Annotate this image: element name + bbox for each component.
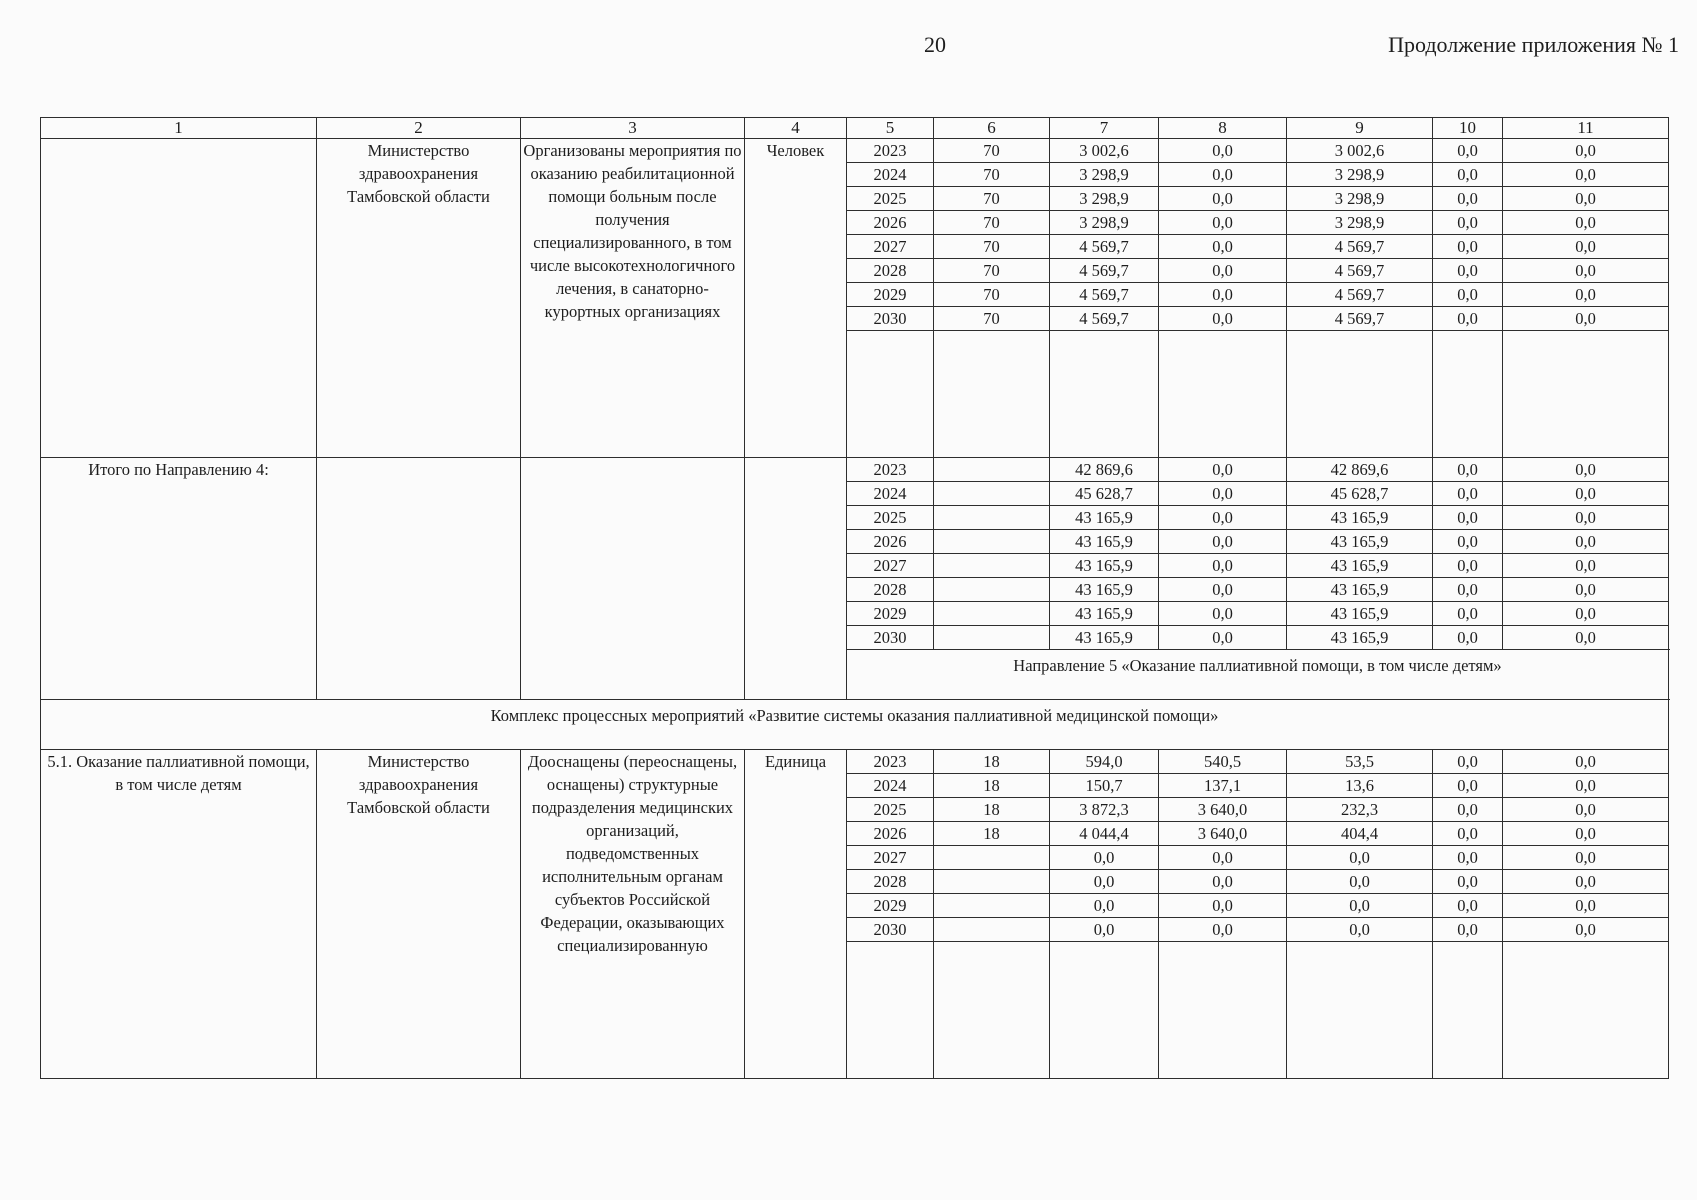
value-col10: 0,0 <box>1433 894 1503 918</box>
year-cell: 2024 <box>847 482 934 506</box>
value-col8: 0,0 <box>1159 506 1287 530</box>
value-col11: 0,0 <box>1503 482 1669 506</box>
value-col8: 0,0 <box>1159 139 1287 163</box>
value-col10: 0,0 <box>1433 750 1503 774</box>
column-number-10: 10 <box>1433 118 1503 139</box>
value-col11: 0,0 <box>1503 211 1669 235</box>
value-col6: 18 <box>934 774 1050 798</box>
year-cell: 2030 <box>847 626 934 650</box>
value-col9: 43 165,9 <box>1287 530 1433 554</box>
value-col8: 0,0 <box>1159 482 1287 506</box>
column-number-row <box>41 118 1669 139</box>
value-col6 <box>934 506 1050 530</box>
value-col11: 0,0 <box>1503 798 1669 822</box>
year-cell: 2024 <box>847 774 934 798</box>
value-col8: 0,0 <box>1159 870 1287 894</box>
year-cell: 2027 <box>847 846 934 870</box>
value-col11: 0,0 <box>1503 554 1669 578</box>
value-col10: 0,0 <box>1433 870 1503 894</box>
complex-title: Комплекс процессных мероприятий «Развитие системы оказания паллиативной медицинской помощи» <box>41 700 1669 750</box>
value-col10: 0,0 <box>1433 918 1503 942</box>
block51-unit: Единица <box>745 750 847 1079</box>
value-col6: 70 <box>934 163 1050 187</box>
value-col9: 0,0 <box>1287 846 1433 870</box>
value-col11: 0,0 <box>1503 458 1669 482</box>
value-col8: 540,5 <box>1159 750 1287 774</box>
block51-responsible: Министерство здравоохранения Тамбовской области <box>317 750 521 1079</box>
column-number-7: 7 <box>1050 118 1159 139</box>
value-col7: 0,0 <box>1050 918 1159 942</box>
table-row <box>41 750 1669 774</box>
value-col9: 4 569,7 <box>1287 259 1433 283</box>
value-col8: 3 640,0 <box>1159 822 1287 846</box>
value-col11: 0,0 <box>1503 259 1669 283</box>
value-col11: 0,0 <box>1503 870 1669 894</box>
year-cell: 2028 <box>847 870 934 894</box>
continuation-label: Продолжение приложения № 1 <box>1388 32 1679 57</box>
value-col10: 0,0 <box>1433 602 1503 626</box>
value-col6 <box>934 918 1050 942</box>
total4-col4 <box>745 458 847 700</box>
value-col8: 3 640,0 <box>1159 798 1287 822</box>
value-col6 <box>934 578 1050 602</box>
empty-cell <box>1503 331 1669 458</box>
value-col9: 43 165,9 <box>1287 602 1433 626</box>
column-number-4: 4 <box>745 118 847 139</box>
table-row <box>41 458 1669 482</box>
empty-cell <box>847 942 934 1079</box>
value-col7: 3 872,3 <box>1050 798 1159 822</box>
value-col11: 0,0 <box>1503 894 1669 918</box>
value-col9: 404,4 <box>1287 822 1433 846</box>
value-col6 <box>934 894 1050 918</box>
value-col7: 4 569,7 <box>1050 283 1159 307</box>
value-col11: 0,0 <box>1503 307 1669 331</box>
value-col8: 0,0 <box>1159 918 1287 942</box>
total4-col3 <box>521 458 745 700</box>
value-col11: 0,0 <box>1503 506 1669 530</box>
table-row <box>41 139 1669 163</box>
value-col9: 3 298,9 <box>1287 187 1433 211</box>
block1-col1 <box>41 139 317 458</box>
total-direction-4-label: Итого по Направлению 4: <box>41 458 317 700</box>
column-number-11: 11 <box>1503 118 1669 139</box>
value-col10: 0,0 <box>1433 211 1503 235</box>
value-col6 <box>934 870 1050 894</box>
empty-cell <box>1050 942 1159 1079</box>
value-col8: 0,0 <box>1159 235 1287 259</box>
value-col6 <box>934 554 1050 578</box>
year-cell: 2023 <box>847 750 934 774</box>
value-col7: 3 298,9 <box>1050 187 1159 211</box>
value-col10: 0,0 <box>1433 163 1503 187</box>
value-col9: 53,5 <box>1287 750 1433 774</box>
page-number: 20 <box>924 32 946 57</box>
value-col10: 0,0 <box>1433 235 1503 259</box>
value-col7: 43 165,9 <box>1050 554 1159 578</box>
value-col7: 43 165,9 <box>1050 506 1159 530</box>
value-col10: 0,0 <box>1433 187 1503 211</box>
value-col7: 4 569,7 <box>1050 307 1159 331</box>
value-col10: 0,0 <box>1433 139 1503 163</box>
direction-5-title: Направление 5 «Оказание паллиативной помощи, в том числе детям» <box>847 650 1669 700</box>
complex-row <box>41 700 1669 750</box>
value-col7: 42 869,6 <box>1050 458 1159 482</box>
value-col10: 0,0 <box>1433 846 1503 870</box>
column-number-6: 6 <box>934 118 1050 139</box>
value-col7: 43 165,9 <box>1050 530 1159 554</box>
value-col9: 3 298,9 <box>1287 211 1433 235</box>
value-col7: 594,0 <box>1050 750 1159 774</box>
value-col9: 45 628,7 <box>1287 482 1433 506</box>
value-col10: 0,0 <box>1433 626 1503 650</box>
value-col9: 4 569,7 <box>1287 307 1433 331</box>
year-cell: 2025 <box>847 798 934 822</box>
value-col6: 18 <box>934 822 1050 846</box>
value-col6 <box>934 530 1050 554</box>
value-col7: 0,0 <box>1050 846 1159 870</box>
value-col9: 3 298,9 <box>1287 163 1433 187</box>
value-col11: 0,0 <box>1503 530 1669 554</box>
empty-cell <box>847 331 934 458</box>
year-cell: 2030 <box>847 307 934 331</box>
empty-cell <box>1287 331 1433 458</box>
value-col9: 43 165,9 <box>1287 626 1433 650</box>
value-col6 <box>934 482 1050 506</box>
column-number-9: 9 <box>1287 118 1433 139</box>
value-col6: 70 <box>934 235 1050 259</box>
value-col9: 232,3 <box>1287 798 1433 822</box>
year-cell: 2024 <box>847 163 934 187</box>
value-col6: 70 <box>934 259 1050 283</box>
value-col9: 3 002,6 <box>1287 139 1433 163</box>
year-cell: 2026 <box>847 530 934 554</box>
value-col8: 137,1 <box>1159 774 1287 798</box>
empty-cell <box>1503 942 1669 1079</box>
value-col9: 0,0 <box>1287 918 1433 942</box>
value-col10: 0,0 <box>1433 259 1503 283</box>
year-cell: 2026 <box>847 822 934 846</box>
value-col9: 4 569,7 <box>1287 235 1433 259</box>
value-col9: 42 869,6 <box>1287 458 1433 482</box>
year-cell: 2029 <box>847 283 934 307</box>
value-col10: 0,0 <box>1433 822 1503 846</box>
value-col8: 0,0 <box>1159 554 1287 578</box>
column-number-2: 2 <box>317 118 521 139</box>
year-cell: 2027 <box>847 235 934 259</box>
value-col6 <box>934 626 1050 650</box>
value-col7: 0,0 <box>1050 894 1159 918</box>
value-col8: 0,0 <box>1159 894 1287 918</box>
value-col6: 70 <box>934 187 1050 211</box>
value-col8: 0,0 <box>1159 458 1287 482</box>
value-col8: 0,0 <box>1159 187 1287 211</box>
value-col6 <box>934 846 1050 870</box>
empty-cell <box>934 942 1050 1079</box>
block51-activity: 5.1. Оказание паллиативной помощи, в том числе детям <box>41 750 317 1079</box>
empty-cell <box>1433 942 1503 1079</box>
value-col10: 0,0 <box>1433 307 1503 331</box>
value-col8: 0,0 <box>1159 259 1287 283</box>
value-col11: 0,0 <box>1503 139 1669 163</box>
value-col8: 0,0 <box>1159 530 1287 554</box>
column-number-3: 3 <box>521 118 745 139</box>
empty-cell <box>1050 331 1159 458</box>
value-col11: 0,0 <box>1503 235 1669 259</box>
value-col6: 70 <box>934 139 1050 163</box>
total4-col2 <box>317 458 521 700</box>
value-col8: 0,0 <box>1159 163 1287 187</box>
value-col7: 43 165,9 <box>1050 578 1159 602</box>
value-col10: 0,0 <box>1433 458 1503 482</box>
value-col10: 0,0 <box>1433 798 1503 822</box>
value-col9: 43 165,9 <box>1287 578 1433 602</box>
value-col11: 0,0 <box>1503 626 1669 650</box>
value-col10: 0,0 <box>1433 530 1503 554</box>
value-col10: 0,0 <box>1433 506 1503 530</box>
year-cell: 2028 <box>847 578 934 602</box>
value-col7: 3 298,9 <box>1050 163 1159 187</box>
value-col9: 13,6 <box>1287 774 1433 798</box>
value-col7: 4 044,4 <box>1050 822 1159 846</box>
year-cell: 2030 <box>847 918 934 942</box>
value-col7: 43 165,9 <box>1050 626 1159 650</box>
year-cell: 2029 <box>847 894 934 918</box>
value-col11: 0,0 <box>1503 774 1669 798</box>
value-col6 <box>934 602 1050 626</box>
year-cell: 2023 <box>847 139 934 163</box>
value-col9: 43 165,9 <box>1287 506 1433 530</box>
program-table <box>40 117 1669 1079</box>
value-col7: 150,7 <box>1050 774 1159 798</box>
value-col8: 0,0 <box>1159 283 1287 307</box>
value-col6: 70 <box>934 211 1050 235</box>
value-col10: 0,0 <box>1433 482 1503 506</box>
value-col11: 0,0 <box>1503 163 1669 187</box>
value-col7: 3 002,6 <box>1050 139 1159 163</box>
value-col11: 0,0 <box>1503 822 1669 846</box>
year-cell: 2025 <box>847 187 934 211</box>
year-cell: 2027 <box>847 554 934 578</box>
value-col9: 4 569,7 <box>1287 283 1433 307</box>
value-col7: 45 628,7 <box>1050 482 1159 506</box>
year-cell: 2029 <box>847 602 934 626</box>
column-number-5: 5 <box>847 118 934 139</box>
value-col10: 0,0 <box>1433 554 1503 578</box>
value-col8: 0,0 <box>1159 211 1287 235</box>
value-col6: 70 <box>934 283 1050 307</box>
value-col11: 0,0 <box>1503 846 1669 870</box>
value-col6: 18 <box>934 750 1050 774</box>
value-col8: 0,0 <box>1159 626 1287 650</box>
empty-cell <box>934 331 1050 458</box>
value-col6: 70 <box>934 307 1050 331</box>
block51-result: Дооснащены (переоснащены, оснащены) структурные подразделения медицинских организаций, подведомственных исполнительным органам субъектов Российской Федерации, оказывающих специализированную <box>521 750 745 1079</box>
value-col8: 0,0 <box>1159 846 1287 870</box>
year-cell: 2023 <box>847 458 934 482</box>
year-cell: 2028 <box>847 259 934 283</box>
value-col11: 0,0 <box>1503 187 1669 211</box>
value-col11: 0,0 <box>1503 602 1669 626</box>
column-number-1: 1 <box>41 118 317 139</box>
empty-cell <box>1159 942 1287 1079</box>
value-col7: 3 298,9 <box>1050 211 1159 235</box>
value-col10: 0,0 <box>1433 283 1503 307</box>
value-col7: 4 569,7 <box>1050 235 1159 259</box>
empty-cell <box>1287 942 1433 1079</box>
value-col7: 0,0 <box>1050 870 1159 894</box>
block1-responsible: Министерство здравоохранения Тамбовской области <box>317 139 521 458</box>
value-col9: 43 165,9 <box>1287 554 1433 578</box>
value-col8: 0,0 <box>1159 602 1287 626</box>
column-number-8: 8 <box>1159 118 1287 139</box>
value-col10: 0,0 <box>1433 774 1503 798</box>
block1-result: Организованы мероприятия по оказанию реабилитационной помощи больным после получения специализированного, в том числе высокотехнологичного лечения, в санаторно-курортных организациях <box>521 139 745 458</box>
value-col7: 43 165,9 <box>1050 602 1159 626</box>
value-col6 <box>934 458 1050 482</box>
value-col11: 0,0 <box>1503 283 1669 307</box>
empty-cell <box>1159 331 1287 458</box>
value-col11: 0,0 <box>1503 578 1669 602</box>
value-col9: 0,0 <box>1287 870 1433 894</box>
value-col11: 0,0 <box>1503 750 1669 774</box>
empty-cell <box>1433 331 1503 458</box>
value-col6: 18 <box>934 798 1050 822</box>
value-col9: 0,0 <box>1287 894 1433 918</box>
block1-unit: Человек <box>745 139 847 458</box>
value-col8: 0,0 <box>1159 307 1287 331</box>
value-col8: 0,0 <box>1159 578 1287 602</box>
year-cell: 2025 <box>847 506 934 530</box>
value-col7: 4 569,7 <box>1050 259 1159 283</box>
value-col11: 0,0 <box>1503 918 1669 942</box>
year-cell: 2026 <box>847 211 934 235</box>
value-col10: 0,0 <box>1433 578 1503 602</box>
